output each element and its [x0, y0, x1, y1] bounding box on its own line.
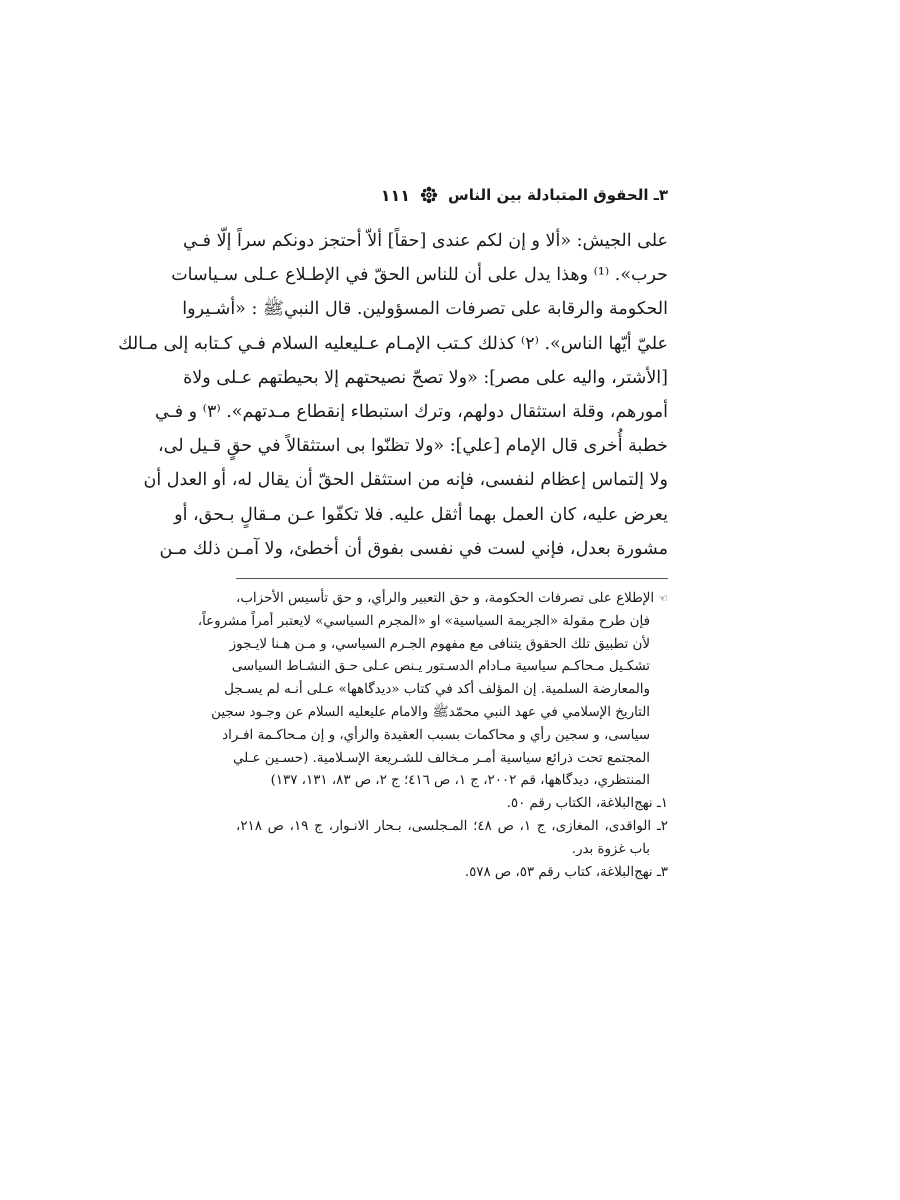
- footnote-1: ١ـ نهج‌البلاغة، الكتاب رقم ٥٠.: [506, 796, 668, 812]
- footnote-continuation-line: تشكـيل مـحاكـم سياسية مـادام الدسـتور يـنص عـلى حـق النشـاط السياسى: [231, 659, 650, 675]
- footnote-continuation-line: والمعارضة السلمية. إن المؤلف أكد في كتاب «ديدگاهها» عـلى أنـه لم يسـجل: [224, 682, 650, 698]
- text-line: خطبة أُخرى قال الإمام [علي]: «ولا تظنّوا بى استثقالاً في حقٍ قـيل لى،: [157, 436, 668, 457]
- text-line: أمورهم، وقلة استثقال دولهم، وترك استبطاء إنقطاع مـدتهم». ⁽٣⁾ و فـي: [155, 402, 668, 423]
- footnote-continuation-line: [236, 588, 668, 611]
- footnote-3: ٣ـ نهج‌البلاغة، كتاب رقم ٥٣، ص ٥٧٨.: [464, 864, 668, 880]
- text-line: الحكومة والرقابة على تصرفات المسؤولين. قال النبيﷺ : «أشـيروا: [182, 299, 668, 320]
- footnote-2: ٢ـ الواقدى، المغازى، ج ١، ص ٤٨؛ المـجلسى، بـحار الانـوار، ج ١٩، ص ٢١٨،: [236, 818, 668, 834]
- main-text: [118, 224, 668, 566]
- text-line: [الأشتر، واليه على مصر]: «ولا تصحّ نصيحتهم إلا بحيطتهم عـلى ولاة: [183, 367, 668, 388]
- running-header: [236, 182, 668, 208]
- flower-ornament-icon: [420, 186, 438, 204]
- text-line: يعرض عليه، كان العمل بهما أثقل عليه. فلا تكفّوا عـن مـقالٍ بـحق، أو: [174, 504, 668, 525]
- text-line: مشورة بعدل، فإني لست في نفسى بفوق أن أخطئ، ولا آمـن ذلك مـن: [159, 538, 668, 559]
- text-line: عليّ أيّها الناس». ⁽٢⁾ كذلك كـتب الإمـام عـليعليه السلام فـي كـتابه إلى مـالك: [118, 333, 668, 354]
- footnote-continuation-line: سياسى، و سجين رأي و محاكمات بسبب العقيدة والرأي، و إن مـحاكـمة افـراد: [222, 727, 650, 743]
- footnote-continuation-line: المجتمع تحت ذرائع سياسية أمـر مـخالف للشـريعة الإسـلامية. (حسـين عـلي: [232, 750, 650, 766]
- footnotes: [197, 588, 668, 884]
- chapter-title: ٣ـ الحقوق المتبادلة بين الناس: [448, 186, 668, 204]
- footnote-divider: [236, 578, 668, 579]
- footnote-continuation-line: التاريخ الإسلامي في عهد النبي محمّدﷺ والامام عليعليه السلام عن وجـود سجين: [211, 704, 650, 720]
- page-number: ١١١: [380, 185, 411, 205]
- pointing-hand-icon: ☜: [658, 592, 668, 605]
- text-line: ولا إلتماس إعظام لنفسى، فإنه من استثقل الحقّ أن يقال له، أو العدل أن: [143, 470, 668, 491]
- footnote-continuation-line: المنتظري، ديدگاهها، قم ٢٠٠٢، ج ١، ص ٤١٦؛ ج ٢، ص ٨٣، ١٣١، ١٣٧): [270, 773, 650, 789]
- footnote-continuation-line: فإن طرح مقولة «الجريمة السياسية» او «المجرم السياسي» لايعتبر أمراً مشروعاً،: [197, 613, 650, 629]
- footnote-continuation-line: لأن تطبيق تلك الحقوق يتنافى مع مفهوم الجـرم السياسي، و مـن هـنا لايـجوز: [229, 636, 650, 652]
- text-line: على الجيش: «ألا و إن لكم عندى [حقاً] ألاّ أحتجز دونكم سراً إلّا فـي: [182, 231, 668, 251]
- footnote-2-continuation: باب غزوة بدر.: [571, 841, 650, 857]
- footnote-text: الإطلاع على تصرفات الحكومة، و حق التعبير والرأي، و حق تأسيس الأحزاب،: [236, 591, 655, 606]
- text-line: حرب». ⁽¹⁾ وهذا يدل على أن للناس الحقّ في الإطـلاع عـلى سـياسات: [171, 265, 668, 286]
